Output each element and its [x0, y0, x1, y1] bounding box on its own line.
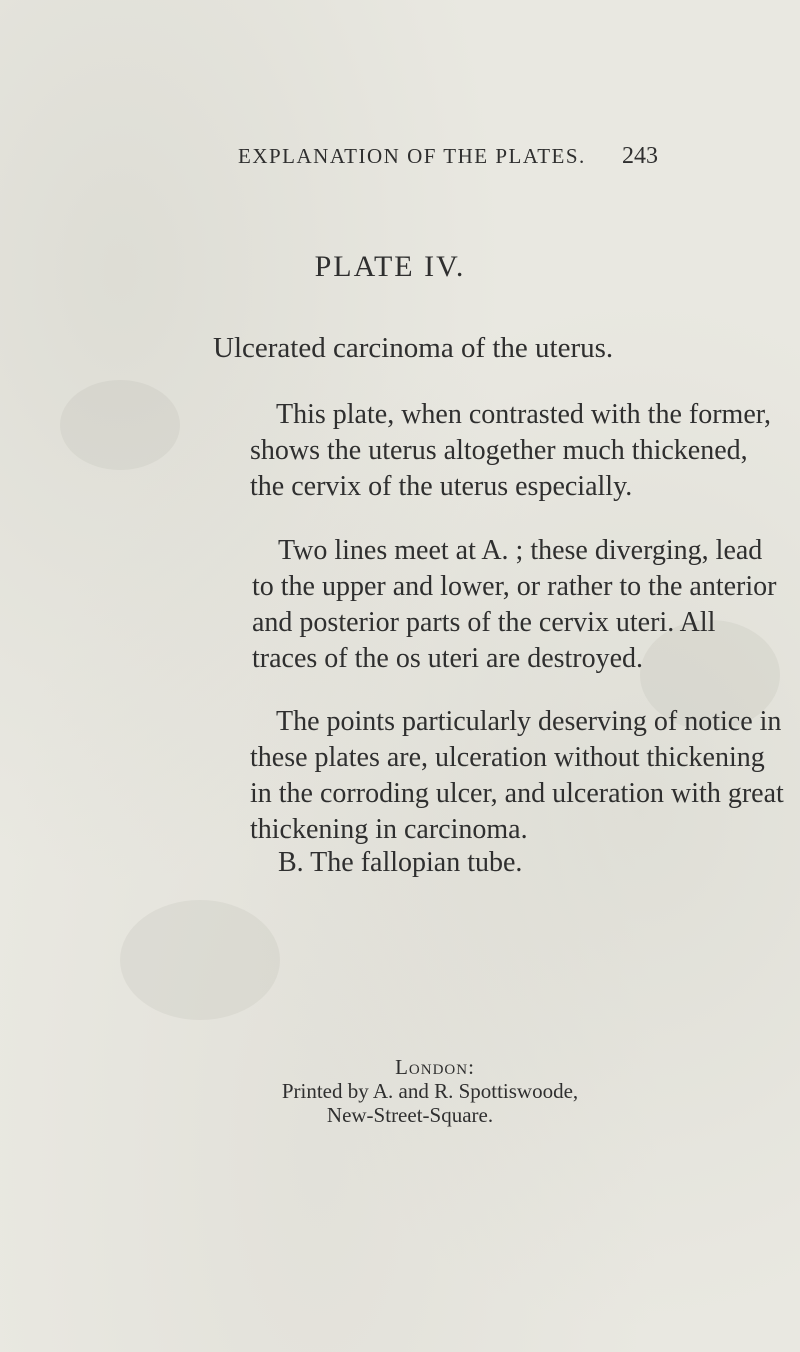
imprint-address: New-Street-Square.: [326, 1103, 494, 1127]
text-line: thickening in carcinoma.: [250, 814, 528, 845]
plate-title: PLATE IV.: [314, 250, 466, 283]
paper-stain: [120, 900, 280, 1020]
paper-stain: [60, 380, 180, 470]
text-line: to the upper and lower, or rather to the anterior: [252, 571, 777, 602]
figure-note: B. The fallopian tube.: [278, 847, 523, 878]
paragraph-points-of-notice: [250, 704, 784, 848]
text-line: these plates are, ulceration without thickening: [250, 742, 765, 773]
paragraph-lines-description: [252, 533, 777, 677]
printer-imprint: [0, 1055, 800, 1127]
text-line: the cervix of the uterus especially.: [250, 471, 633, 502]
text-line: Two lines meet at A. ; these diverging, lead: [278, 535, 763, 566]
running-head: [238, 143, 658, 173]
text-line: traces of the os uteri are destroyed.: [252, 643, 644, 674]
paragraph-plate-description: [250, 397, 771, 505]
text-line: shows the uterus altogether much thickened,: [250, 435, 748, 466]
plate-subtitle: Ulcerated carcinoma of the uterus.: [213, 332, 614, 364]
text-line: This plate, when contrasted with the former,: [276, 399, 771, 430]
text-line: in the corroding ulcer, and ulceration with great: [250, 778, 784, 809]
text-line: The points particularly deserving of notice in: [276, 706, 782, 737]
text-line: and posterior parts of the cervix uteri. All: [252, 607, 716, 638]
imprint-city: London:: [395, 1055, 475, 1079]
page-number: 243: [622, 143, 658, 169]
imprint-printer: Printed by A. and R. Spottiswoode,: [281, 1079, 579, 1103]
running-title: EXPLANATION OF THE PLATES.: [238, 144, 586, 168]
